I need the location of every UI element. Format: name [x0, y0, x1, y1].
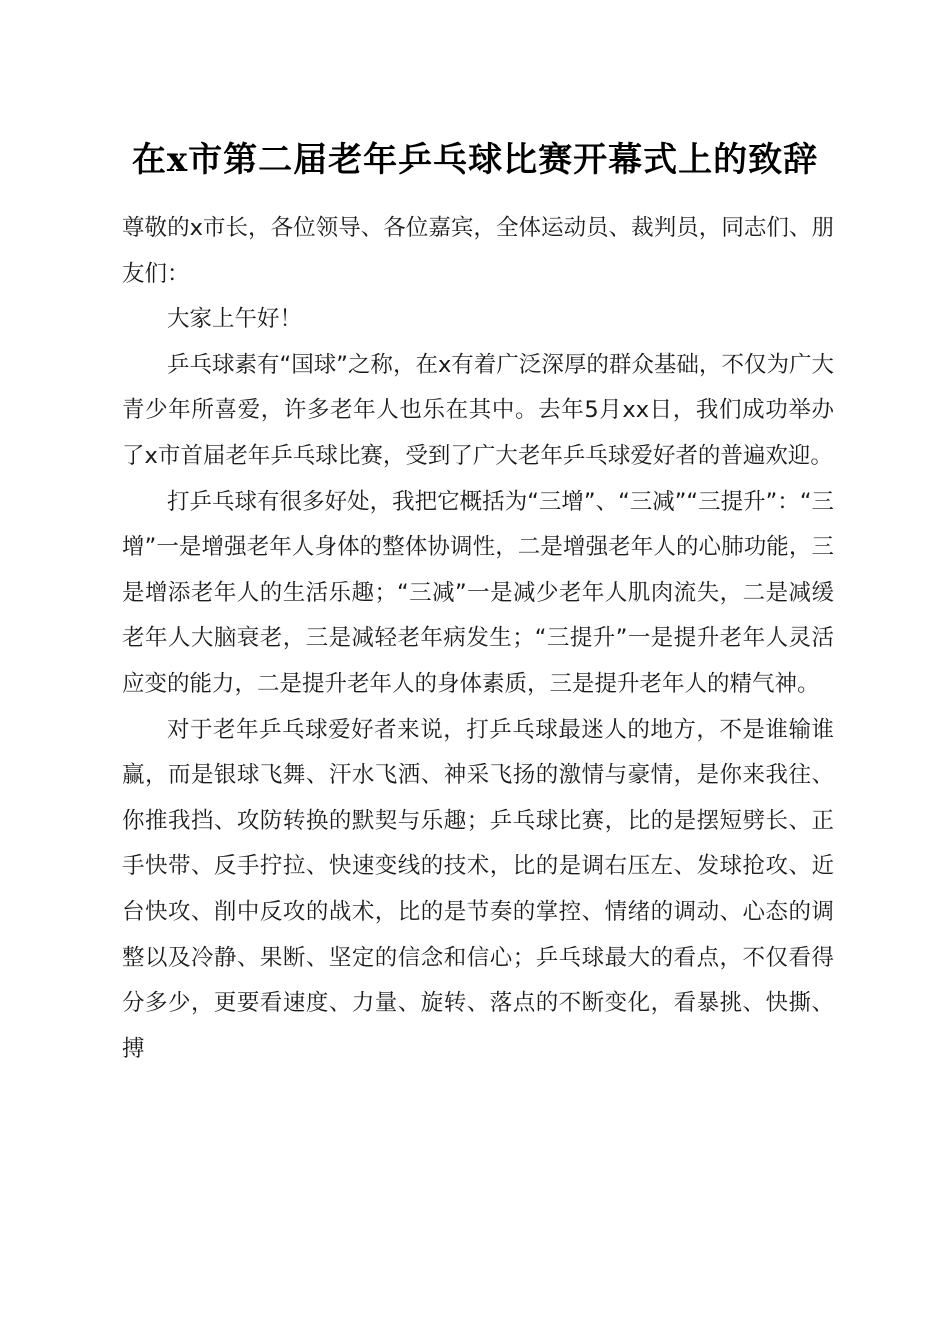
- greeting-paragraph: 大家上午好！: [167, 306, 303, 333]
- document-body: [122, 206, 834, 1072]
- body-paragraph: 对于老年乒乓球爱好者来说，打乒乓球最迷人的地方，不是谁输谁赢，而是银球飞舞、汗水飞洒、神采飞扬的激情与豪情，是你来我往、你推我挡、攻防转换的默契与乐趣；乒乓球比赛，比的是摆短劈长、正手快带、反手拧拉、快速变线的技术，比的是调右压左、发球抢攻、近台快攻、削中反攻的战术，比的是节奏的掌控、情绪的调动、心态的调整以及冷静、果断、坚定的信念和信心；乒乓球最大的看点，不仅看得分多少，更要看速度、力量、旋转、落点的不断变化，看暴挑、快撕、搏: [122, 716, 834, 1062]
- salutation-paragraph: 尊敬的x市长，各位领导、各位嘉宾，全体运动员、裁判员，同志们、朋友们：: [122, 215, 834, 287]
- document-title: 在x市第二届老年乒乓球比赛开幕式上的致辞: [131, 140, 819, 180]
- body-paragraph: 乒乓球素有“国球”之称，在x有着广泛深厚的群众基础，不仅为广大青少年所喜爱，许多老年人也乐在其中。去年5月xx日，我们成功举办了x市首届老年乒乓球比赛，受到了广大老年乒乓球爱好者的普遍欢迎。: [122, 351, 834, 469]
- body-paragraph: 打乒乓球有很多好处，我把它概括为“三增”、“三减”“三提升”：“三增”一是增强老年人身体的整体协调性，二是增强老年人的心肺功能，三是增添老年人的生活乐趣；“三减”一是减少老年人肌肉流失，二是减缓老年人大脑衰老，三是减轻老年病发生；“三提升”一是提升老年人灵活应变的能力，二是提升老年人的身体素质，三是提升老年人的精气神。: [122, 488, 834, 697]
